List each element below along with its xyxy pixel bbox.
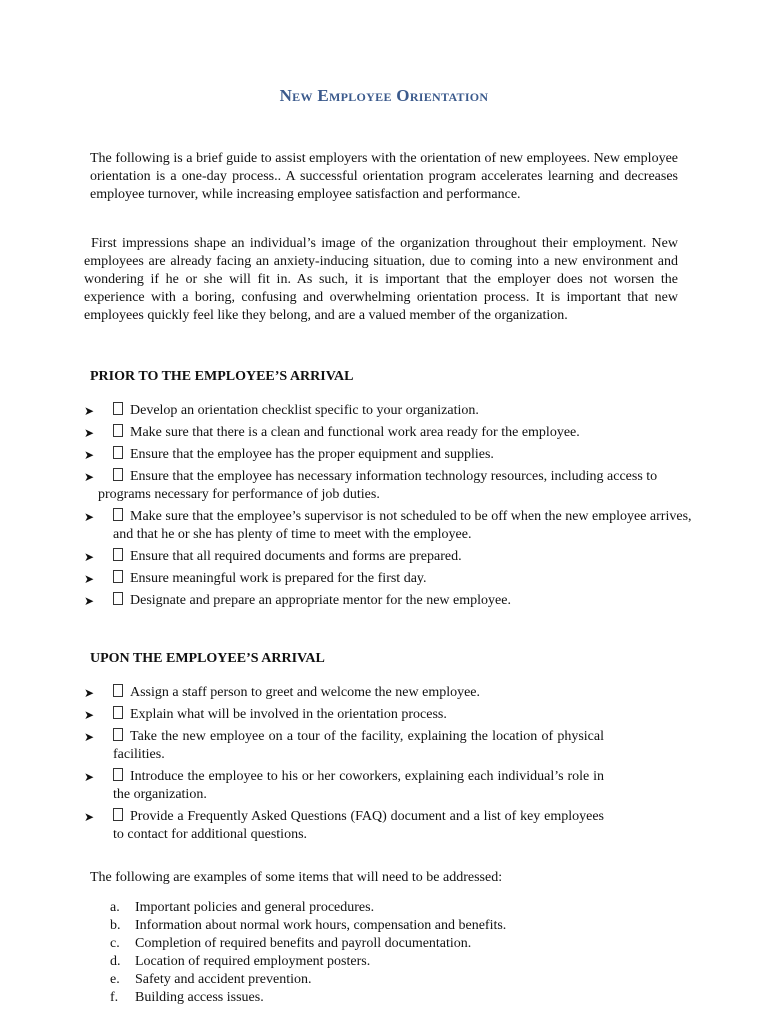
- list-marker: f.: [110, 990, 119, 1005]
- checkbox-icon: [113, 768, 123, 781]
- list-item-text: Make sure that the employee’s supervisor is not scheduled to be off when the new employee arrives, and that he or she has plenty of time to meet with the employee.: [113, 509, 692, 542]
- checkbox-icon: [113, 468, 123, 481]
- first-impressions-paragraph: First impressions shape an individual’s image of the organization throughout their employment. New employees are already facing an anxiety-inducing situation, due to coming into a new environment and wondering if he or she will fit in. As such, it is important that the employer does not worsen the experience with a boring, confusing and overwhelming orientation process. It is important that new employees quickly feel like they belong, and are a valued member of the organization.: [84, 236, 678, 323]
- list-item-text: Ensure that the employee has the proper equipment and supplies.: [130, 447, 494, 462]
- list-item-text: Assign a staff person to greet and welcome the new employee.: [130, 685, 481, 700]
- list-item-text: Ensure meaningful work is prepared for the first day.: [130, 571, 427, 586]
- checkbox-icon: [113, 570, 123, 583]
- list-item: [84, 808, 604, 844]
- prior-arrival-heading: PRIOR TO THE EMPLOYEE’S ARRIVAL: [90, 369, 354, 384]
- checkbox-icon: [113, 446, 123, 459]
- list-item: [84, 592, 704, 610]
- list-marker: b.: [110, 918, 121, 933]
- checkbox-icon: [113, 706, 123, 719]
- list-item: [84, 684, 604, 702]
- list-item: [110, 935, 506, 953]
- upon-arrival-heading: UPON THE EMPLOYEE’S ARRIVAL: [90, 651, 325, 666]
- arrow-bullet-icon: ➤: [84, 426, 95, 440]
- list-item: [84, 768, 604, 804]
- list-item: [84, 424, 704, 442]
- list-item: [84, 570, 704, 588]
- arrow-bullet-icon: ➤: [84, 572, 95, 586]
- arrow-bullet-icon: ➤: [84, 550, 95, 564]
- list-marker: d.: [110, 954, 121, 969]
- examples-list: [110, 899, 506, 1007]
- list-item-text: Make sure that there is a clean and functional work area ready for the employee.: [130, 425, 580, 440]
- list-item-text: Provide a Frequently Asked Questions (FAQ) document and a list of key employees to contact for additional questions.: [113, 809, 604, 842]
- checkbox-icon: [113, 508, 123, 521]
- arrow-bullet-icon: ➤: [84, 810, 95, 824]
- upon-arrival-list: [84, 684, 604, 848]
- list-item: [84, 548, 704, 566]
- arrow-bullet-icon: ➤: [84, 510, 95, 524]
- arrow-bullet-icon: ➤: [84, 470, 95, 484]
- arrow-bullet-icon: ➤: [84, 730, 95, 744]
- list-item-text: Ensure that all required documents and forms are prepared.: [130, 549, 462, 564]
- list-item-text: Safety and accident prevention.: [135, 972, 312, 987]
- checkbox-icon: [113, 402, 123, 415]
- list-item: [110, 971, 506, 989]
- arrow-bullet-icon: ➤: [84, 594, 95, 608]
- list-item: [110, 989, 506, 1007]
- checkbox-icon: [113, 548, 123, 561]
- intro-paragraph: The following is a brief guide to assist employers with the orientation of new employees. New employee orientation is a one-day process.. A successful orientation program accelerates learning and decreases employee turnover, while increasing employee satisfaction and performance.: [90, 151, 678, 202]
- list-item: [110, 953, 506, 971]
- list-item-text: Introduce the employee to his or her coworkers, explaining each individual’s role in the organization.: [113, 769, 604, 802]
- list-item: [84, 402, 704, 420]
- examples-intro: The following are examples of some items that will need to be addressed:: [90, 870, 503, 885]
- list-item: [110, 917, 506, 935]
- list-marker: c.: [110, 936, 120, 951]
- arrow-bullet-icon: ➤: [84, 404, 95, 418]
- list-item-text: Location of required employment posters.: [135, 954, 371, 969]
- list-item-text: Important policies and general procedures.: [135, 900, 375, 915]
- list-item-text: Designate and prepare an appropriate mentor for the new employee.: [130, 593, 511, 608]
- list-item: [84, 446, 704, 464]
- list-item: [110, 899, 506, 917]
- checkbox-icon: [113, 684, 123, 697]
- checkbox-icon: [113, 808, 123, 821]
- prior-arrival-list: [84, 402, 704, 614]
- list-item-text: Information about normal work hours, compensation and benefits.: [135, 918, 507, 933]
- list-item-text: Completion of required benefits and payroll documentation.: [135, 936, 472, 951]
- arrow-bullet-icon: ➤: [84, 770, 95, 784]
- checkbox-icon: [113, 728, 123, 741]
- list-item: [84, 706, 604, 724]
- list-item-text: Develop an orientation checklist specific to your organization.: [130, 403, 479, 418]
- list-item-text: Take the new employee on a tour of the facility, explaining the location of physical facilities.: [113, 729, 604, 762]
- arrow-bullet-icon: ➤: [84, 686, 95, 700]
- arrow-bullet-icon: ➤: [84, 448, 95, 462]
- list-item-text: Explain what will be involved in the orientation process.: [130, 707, 447, 722]
- list-marker: e.: [110, 972, 120, 987]
- checkbox-icon: [113, 592, 123, 605]
- list-item: [84, 468, 704, 504]
- list-item-text: Building access issues.: [135, 990, 264, 1005]
- page-title: New Employee Orientation: [279, 86, 489, 105]
- list-item: [84, 728, 604, 764]
- list-marker: a.: [110, 900, 120, 915]
- list-item-text: Ensure that the employee has necessary information technology resources, including access to programs necessary for performance of job duties.: [98, 469, 658, 502]
- arrow-bullet-icon: ➤: [84, 708, 95, 722]
- list-item: [84, 508, 704, 544]
- checkbox-icon: [113, 424, 123, 437]
